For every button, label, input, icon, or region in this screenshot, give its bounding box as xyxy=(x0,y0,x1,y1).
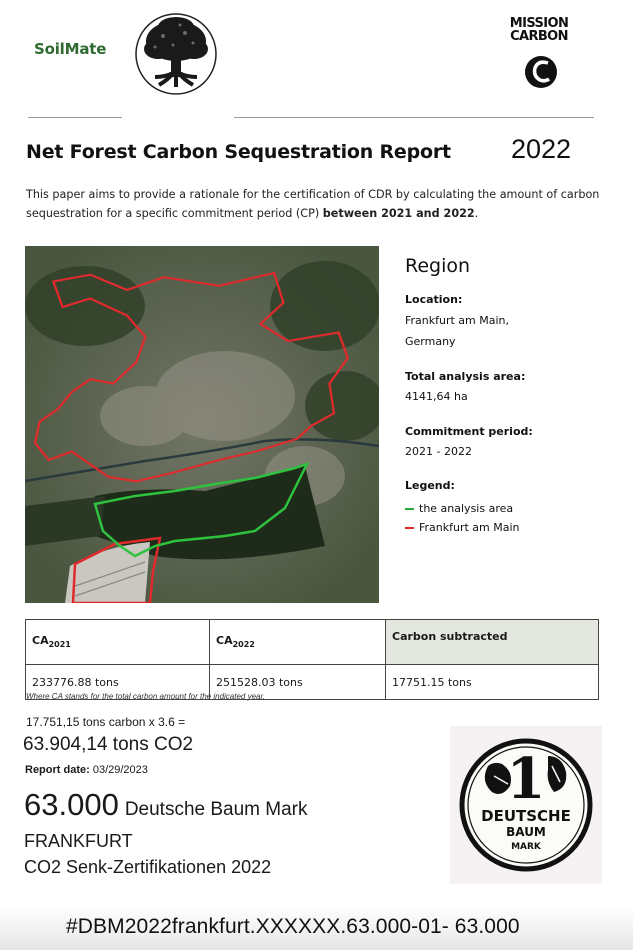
intro-paragraph xyxy=(26,185,611,223)
cell-carbon-subtracted: 17751.15 tons xyxy=(386,665,599,700)
mission-carbon-logo xyxy=(503,17,575,43)
location-line2: Germany xyxy=(405,335,456,348)
legend-item-frankfurt xyxy=(405,518,520,537)
period-label-text: Commitment period xyxy=(405,425,529,438)
legend-list xyxy=(405,499,520,537)
certificate-amount xyxy=(24,787,308,823)
location-label-text: Location xyxy=(405,293,458,306)
legend-red-swatch xyxy=(405,527,414,529)
report-date-label: Report date: xyxy=(25,764,90,776)
header-ca-2022 xyxy=(210,620,386,665)
stamp-line1: DEUTSCHE xyxy=(481,807,571,825)
cell-ca-2021: 233776.88 tons xyxy=(26,665,210,700)
amount-unit: Deutsche Baum Mark xyxy=(124,799,308,820)
mission-carbon-mark-icon xyxy=(524,52,558,92)
legend-green-swatch xyxy=(405,508,414,510)
location-line1: Frankfurt am Main, xyxy=(405,314,510,327)
certification-line: CO2 Senk-Zertifikationen 2022 xyxy=(24,857,272,877)
area-label-text: Total analysis area xyxy=(405,370,521,383)
header-ca-2021 xyxy=(26,620,210,665)
tree-of-life-logo xyxy=(133,11,219,97)
certificate-code: #DBM2022frankfurt.XXXXXX.63.000-01- 63.000 xyxy=(66,915,520,938)
location-label: Location: xyxy=(405,293,463,306)
legend-label-frankfurt: Frankfurt am Main xyxy=(419,521,520,534)
report-title: Net Forest Carbon Sequestration Report xyxy=(26,141,451,163)
mission-carbon-logo-line2: CARBON xyxy=(510,29,568,44)
stamp-line3: MARK xyxy=(511,842,541,852)
amount-number: 63.000 xyxy=(24,787,119,822)
header-divider-right xyxy=(234,117,594,118)
header-ca-2022-sub: 2022 xyxy=(232,640,255,650)
period-block xyxy=(405,425,533,462)
carbon-table xyxy=(25,619,599,700)
mission-carbon-logo-line1: MISSION xyxy=(509,16,569,31)
area-value: 4141,64 ha xyxy=(405,390,468,403)
report-date-value: 03/29/2023 xyxy=(92,764,148,776)
cell-ca-2022: 251528.03 tons xyxy=(210,665,386,700)
table-header-row xyxy=(26,620,599,665)
intro-bold: between 2021 and 2022 xyxy=(322,207,475,220)
soilmate-logo: SoilMate xyxy=(34,40,107,58)
period-label: Commitment period: xyxy=(405,425,533,438)
intro-text: This paper aims to provide a rationale for the certification of CDR by calculating the amount of carbon sequestration for a specific commitment period (CP) xyxy=(26,188,600,220)
period-value: 2021 - 2022 xyxy=(405,445,472,458)
header-ca-2022-main: CA xyxy=(216,634,233,648)
report-year: 2022 xyxy=(511,134,572,164)
header-ca-2021-main: CA xyxy=(32,634,49,648)
stamp-numeral: 1 xyxy=(506,746,546,812)
legend-item-analysis-area xyxy=(405,499,520,518)
legend-label-analysis-area: the analysis area xyxy=(419,502,514,515)
calculation-line: 17.751,15 tons carbon x 3.6 = xyxy=(26,715,186,729)
region-heading: Region xyxy=(405,255,471,277)
header-divider-left xyxy=(28,117,122,118)
area-label: Total analysis area: xyxy=(405,370,526,383)
header-carbon-subtracted: Carbon subtracted xyxy=(386,620,599,665)
intro-end: . xyxy=(474,207,479,220)
satellite-map xyxy=(25,246,379,603)
table-footnote: Where CA stands for the total carbon amount for the indicated year. xyxy=(26,692,266,701)
area-block xyxy=(405,370,525,407)
report-date xyxy=(25,764,148,776)
stamp-line2: BAUM xyxy=(506,825,546,839)
co2-total: 63.904,14 tons CO2 xyxy=(23,734,194,755)
legend-block xyxy=(405,479,520,537)
deutsche-baum-mark-stamp xyxy=(450,726,602,884)
legend-label: Legend: xyxy=(405,479,455,492)
location-block xyxy=(405,293,509,352)
header-ca-2021-sub: 2021 xyxy=(48,640,71,650)
city-name: FRANKFURT xyxy=(24,831,133,851)
legend-label-text: Legend xyxy=(405,479,451,492)
